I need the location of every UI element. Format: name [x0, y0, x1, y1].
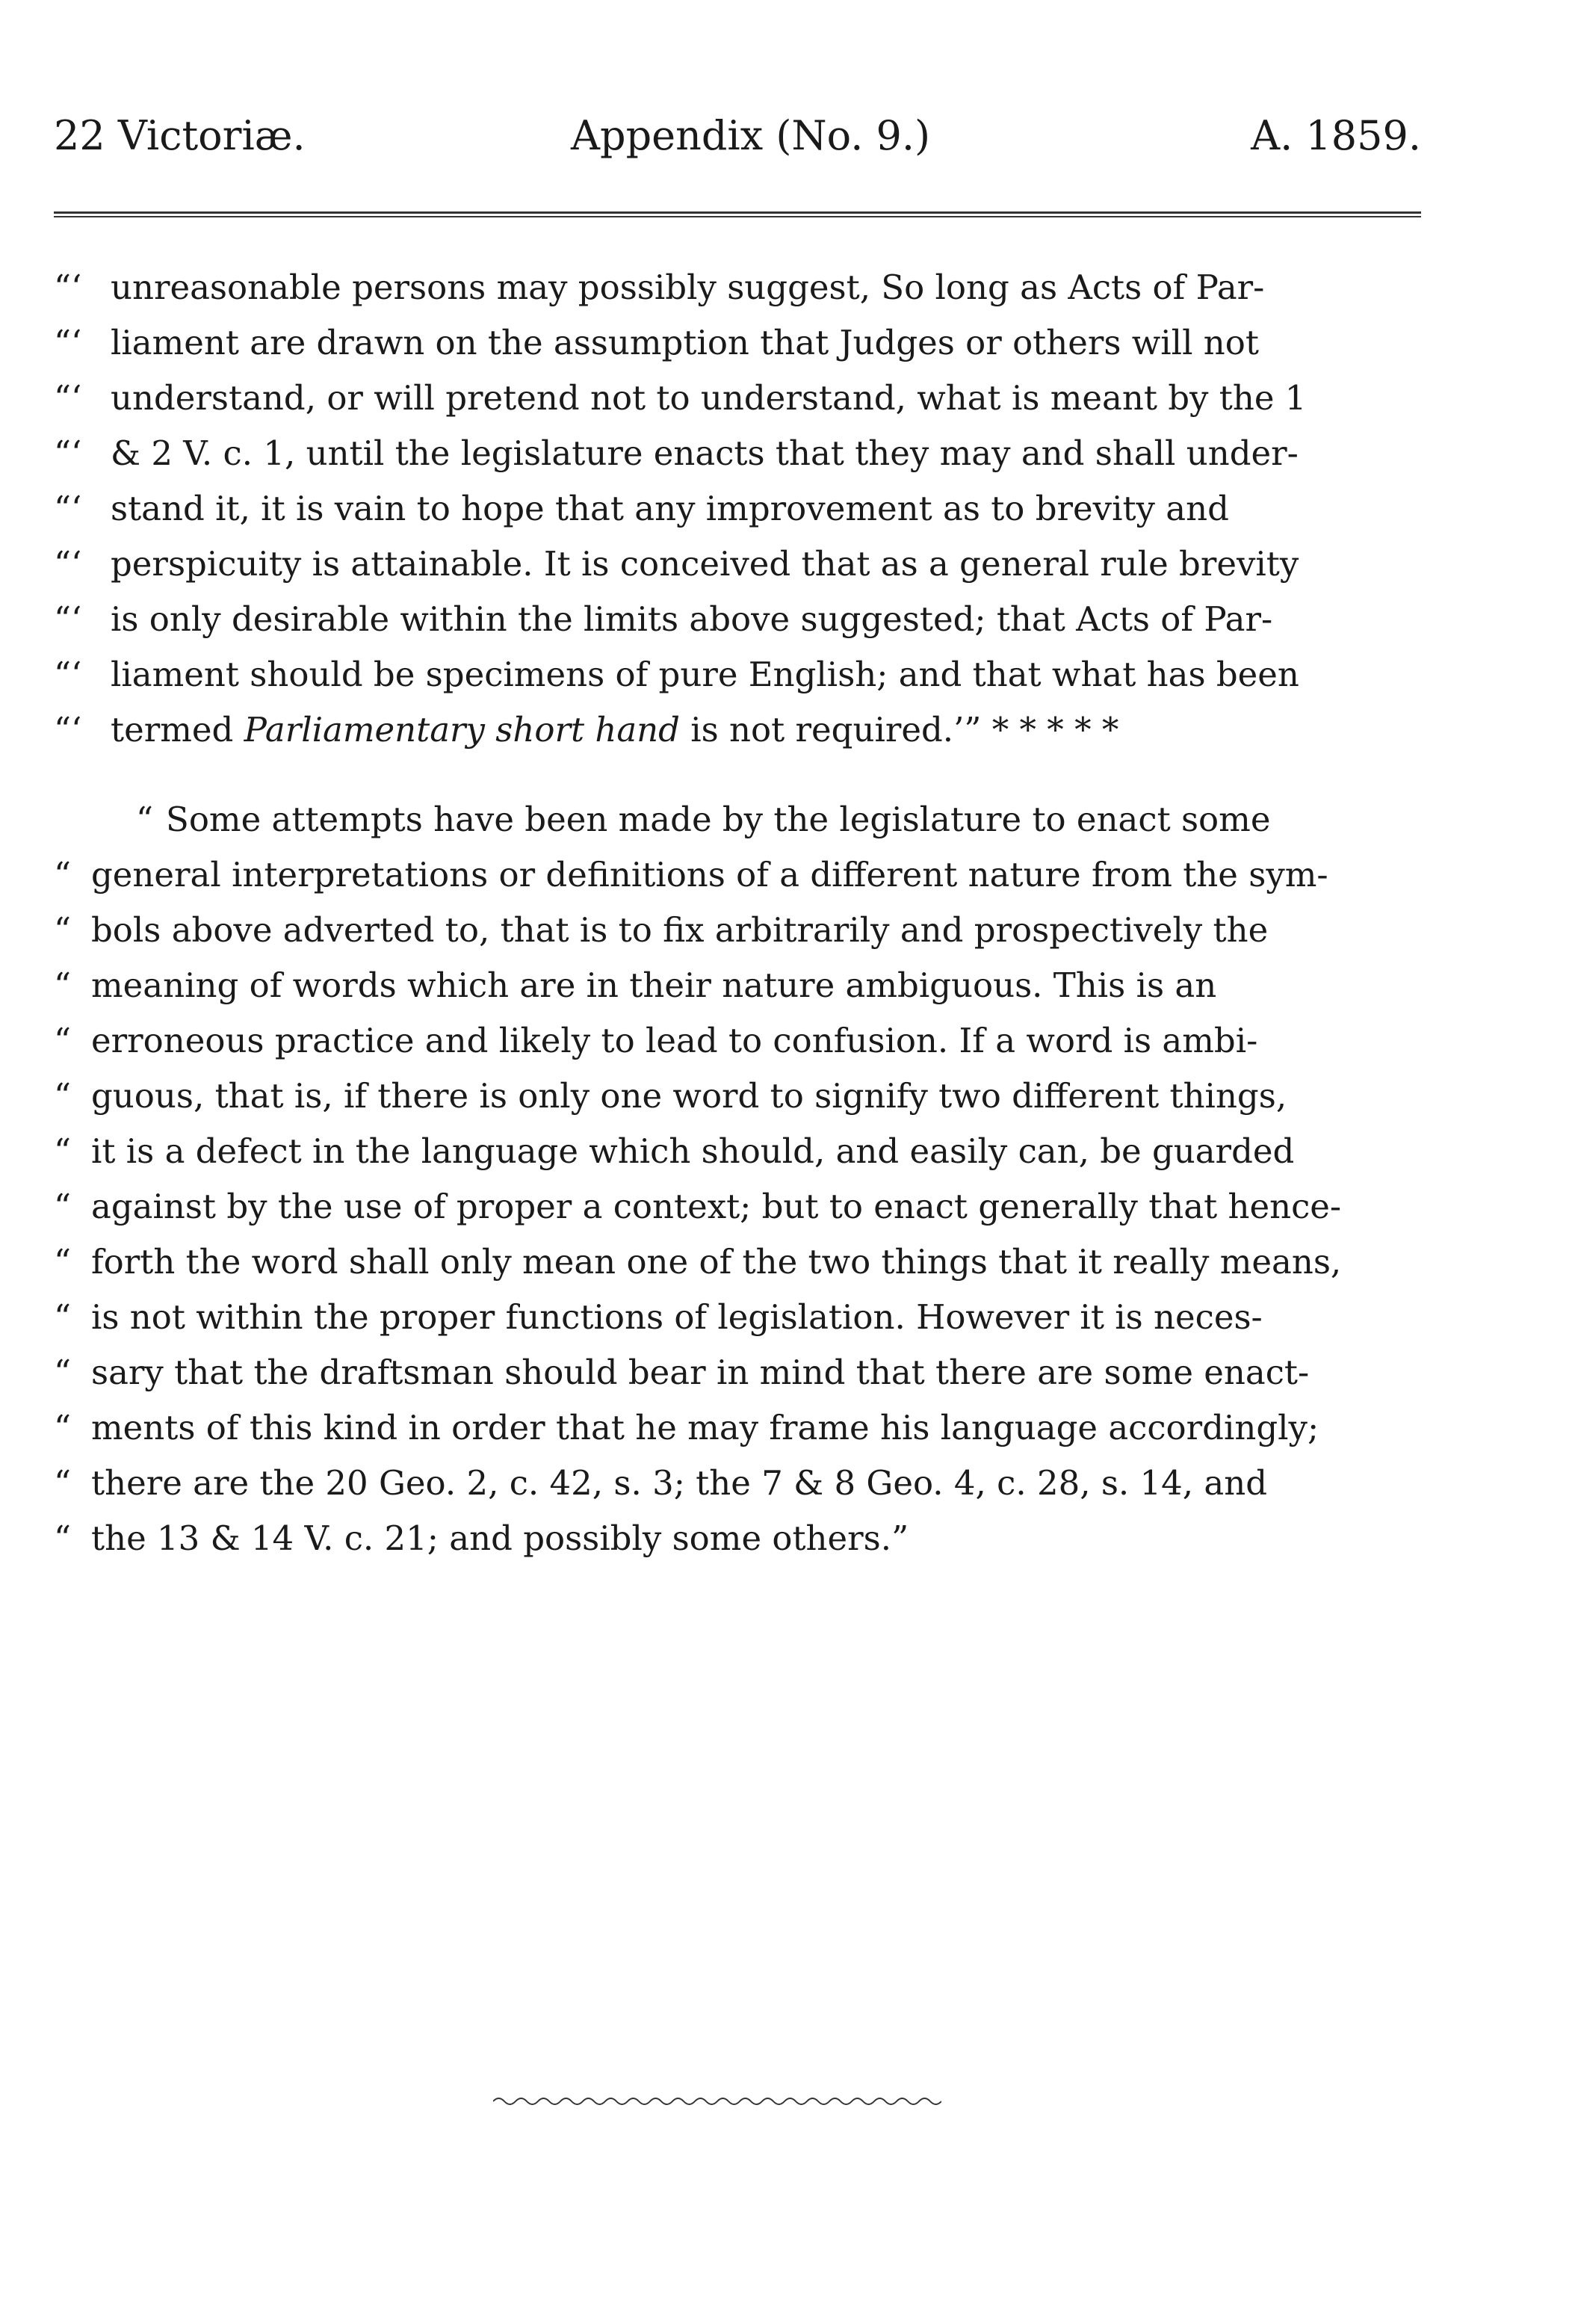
text-line: “‘ liament should be specimens of pure English; and that what has been	[54, 655, 1299, 694]
text-line: “ sary that the draftsman should bear in mind that there are some enact-	[54, 1353, 1310, 1392]
wavy-ornament	[493, 2092, 941, 2110]
text-line: “ is not within the proper functions of legislation. However it is neces-	[54, 1297, 1263, 1337]
paragraph-2	[54, 792, 1426, 1566]
text-line: “ ments of this kind in order that he may frame his language accordingly;	[54, 1408, 1319, 1447]
text-line: “ general interpretations or definitions of a different nature from the sym-	[54, 855, 1328, 894]
text-line: “ the 13 & 14 V. c. 21; and possibly some others.”	[54, 1518, 909, 1558]
text-line: “‘ is only desirable within the limits above suggested; that Acts of Par-	[54, 599, 1273, 639]
header-rule	[54, 211, 1421, 217]
text-line: “ forth the word shall only mean one of the two things that it really means,	[54, 1242, 1342, 1282]
header-appendix: Appendix (No. 9.)	[571, 112, 931, 159]
text-line: “ Some attempts have been made by the legislature to enact some	[136, 800, 1271, 839]
text-line: “ it is a defect in the language which should, and easily can, be guarded	[54, 1131, 1295, 1171]
text-line: “‘ liament are drawn on the assumption that Judges or others will not	[54, 323, 1259, 362]
text-line: “‘ unreasonable persons may possibly suggest, So long as Acts of Par-	[54, 268, 1265, 307]
text-line: “‘ understand, or will pretend not to understand, what is meant by the 1	[54, 378, 1307, 418]
text-line: “ meaning of words which are in their nature ambiguous. This is an	[54, 965, 1217, 1005]
italic-term: Parliamentary short hand	[244, 710, 680, 750]
text-line: “‘ perspicuity is attainable. It is conceived that as a general rule brevity	[54, 544, 1299, 584]
text-line-last: “‘ termed Parliamentary short hand is not required.’” * * * * *	[54, 710, 1119, 750]
text-line: “‘ stand it, it is vain to hope that any improvement as to brevity and	[54, 489, 1229, 528]
page-header	[54, 112, 1421, 172]
text-line: “ erroneous practice and likely to lead to confusion. If a word is ambi-	[54, 1021, 1258, 1060]
text-line: “ there are the 20 Geo. 2, c. 42, s. 3; the 7 & 8 Geo. 4, c. 28, s. 14, and	[54, 1463, 1268, 1503]
text-line: “ guous, that is, if there is only one word to signify two different things,	[54, 1076, 1287, 1116]
text-line: “‘ & 2 V. c. 1, until the legislature enacts that they may and shall under-	[54, 433, 1299, 473]
text-line: “ against by the use of proper a context; but to enact generally that hence-	[54, 1187, 1342, 1226]
header-session: 22 Victoriæ.	[54, 112, 306, 159]
text-line: “ bols above adverted to, that is to fix arbitrarily and prospectively the	[54, 910, 1269, 950]
header-year: A. 1859.	[1251, 112, 1421, 159]
paragraph-1	[54, 260, 1426, 758]
